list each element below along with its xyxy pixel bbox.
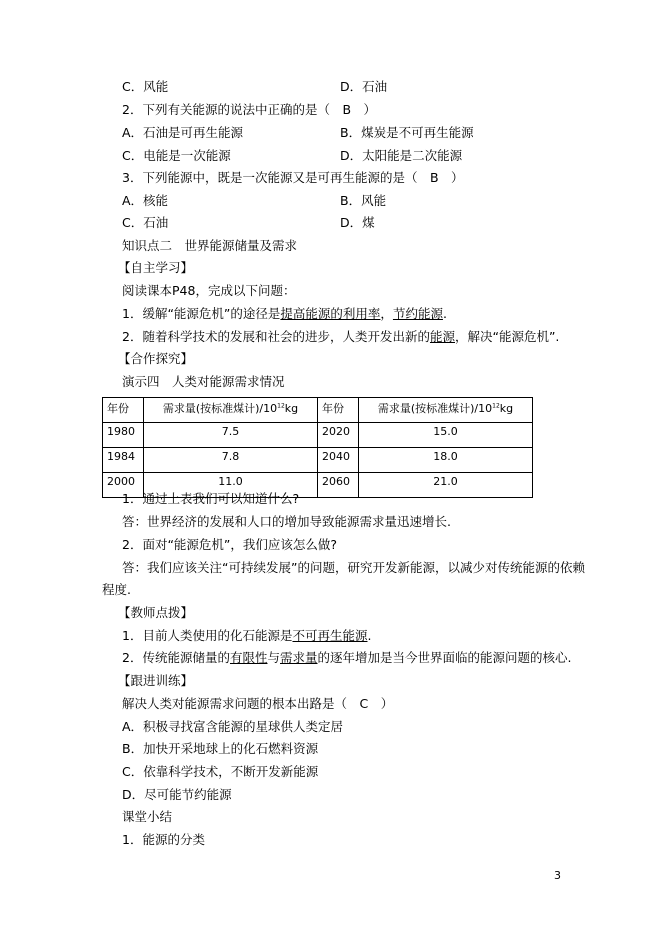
cell: 15.0 [359,423,533,448]
self-study-heading: 【自主学习】 [118,260,194,275]
demo-title: 演示四 人类对能源需求情况 [122,374,285,389]
option-c: C．依靠科学技术，不断开发新能源 [122,764,319,779]
cell: 2000 [103,473,144,498]
option-c: C．电能是一次能源 [122,148,231,163]
answer-continued: 程度. [102,582,131,597]
header-year: 年份 [103,398,144,423]
demand-table [102,397,533,498]
cell: 1980 [103,423,144,448]
cell: 2060 [318,473,359,498]
teacher-item-2: 2．传统能源储量的有限性与需求量的逐年增加是当今世界面临的能源问题的核心. [122,650,572,665]
question-2: 2．下列有关能源的说法中正确的是（ B ） [122,102,377,117]
cell: 11.0 [144,473,318,498]
item-2: 2．随着科学技术的发展和社会的进步，人类开发出新的能源，解决“能源危机”. [122,329,560,344]
teacher-item-1: 1．目前人类使用的化石能源是不可再生能源. [122,628,372,643]
option-a: A．核能 [122,193,169,208]
table-header [103,398,533,423]
cell: 18.0 [359,448,533,473]
practice-heading: 【跟进训练】 [118,673,194,688]
answer: 答：世界经济的发展和人口的增加导致能源需求量迅速增长. [122,514,451,529]
option-b: B．煤炭是不可再生能源 [340,125,474,140]
question: 2．面对“能源危机”，我们应该怎么做? [122,537,338,552]
teacher-heading: 【教师点拨】 [118,605,194,620]
summary-heading: 课堂小结 [122,809,173,824]
header-demand: 需求量(按标准煤计)$/10^{12}kg$ [359,398,533,423]
page-number: 3 [554,869,561,882]
option-c: C．石油 [122,215,169,230]
option-a: A．积极寻找富含能源的星球供人类定居 [122,719,344,734]
cell: 1984 [103,448,144,473]
option-d: D．石油 [340,79,388,94]
option-c: C．风能 [122,79,169,94]
option-d: D．太阳能是二次能源 [340,148,463,163]
header-year: 年份 [318,398,359,423]
option-d: D．煤 [340,215,375,230]
cell: 2020 [318,423,359,448]
coop-heading: 【合作探究】 [118,351,194,366]
option-b: B．加快开采地球上的化石燃料资源 [122,741,319,756]
cell: 2040 [318,448,359,473]
option-d: D．尽可能节约能源 [122,787,232,802]
cell: 21.0 [359,473,533,498]
table-row [103,448,533,473]
question-3: 3．下列能源中，既是一次能源又是可再生能源的是（ B ） [122,170,464,185]
header-demand: 需求量(按标准煤计)$/10^{12}kg$ [144,398,318,423]
option-a: A．石油是可再生能源 [122,125,244,140]
item-1: 1．缓解“能源危机”的途径是提高能源的利用率，节约能源. [122,306,447,321]
section-title: 知识点二 世界能源储量及需求 [122,238,298,253]
option-b: B．风能 [340,193,387,208]
cell: 7.8 [144,448,318,473]
answer: 答：我们应该关注“可持续发展”的问题，研究开发新能源，以减少对传统能源的依赖 [122,560,585,575]
practice-question: 解决人类对能源需求问题的根本出路是（ C ） [122,696,394,711]
table-row [103,423,533,448]
read-instruction: 阅读课本P48，完成以下问题： [122,283,296,298]
summary-item-1: 1．能源的分类 [122,832,205,847]
cell: 7.5 [144,423,318,448]
question: 1．通过上表我们可以知道什么? [122,491,300,506]
